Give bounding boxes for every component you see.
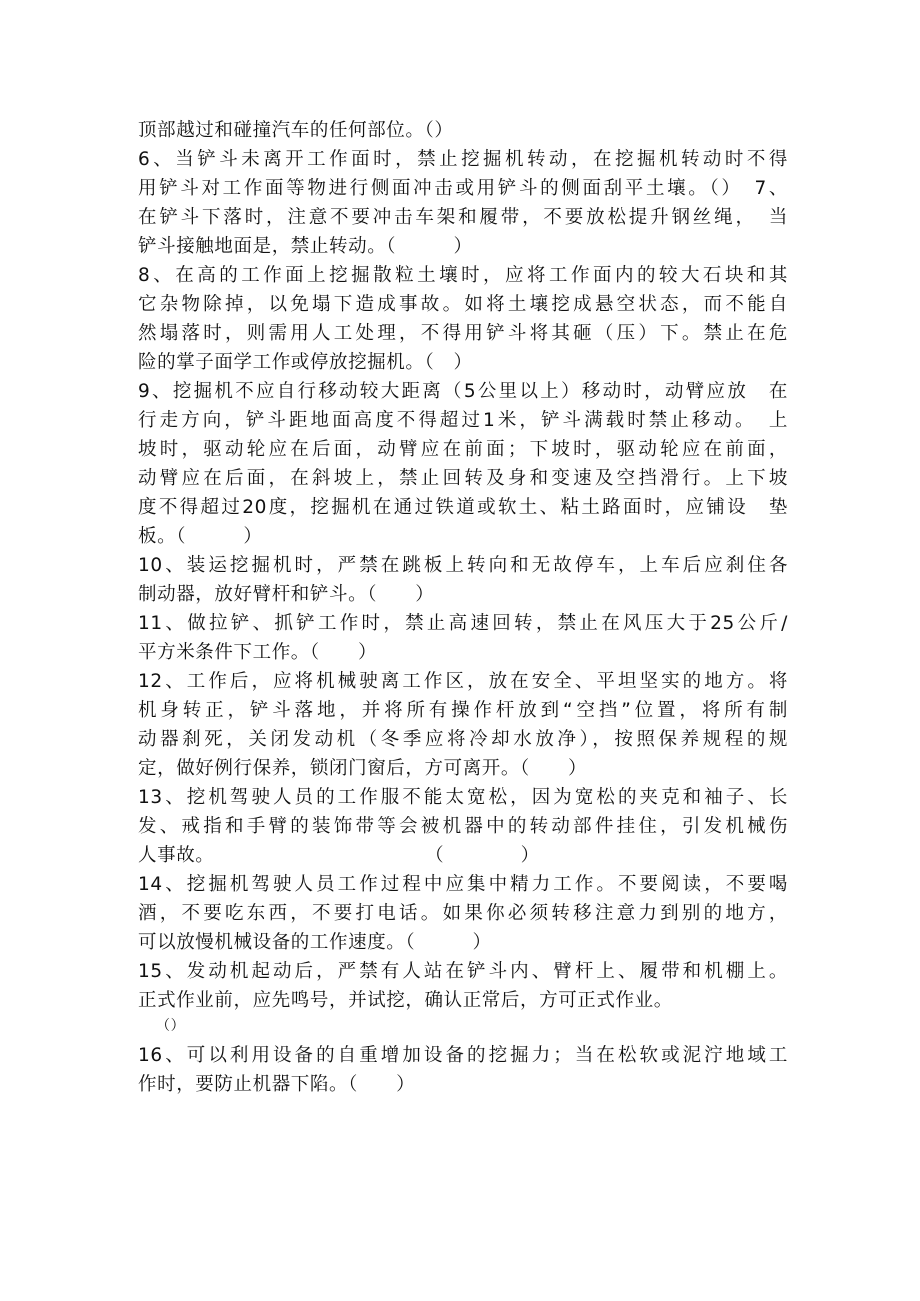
text-line: 13、挖机驾驶人员的工作服不能太宽松，因为宽松的夹克和袖子、长 bbox=[138, 787, 788, 808]
text-line: 9、挖掘机不应自行移动较大距离（5公里以上）移动时，动臂应放 在 bbox=[138, 381, 788, 402]
text-line: 平方米条件下工作。（ ） bbox=[138, 642, 378, 663]
text-line: 发、戒指和手臂的装饰带等会被机器中的转动部件挂住，引发机械伤 bbox=[138, 816, 788, 837]
text-line: 定，做好例行保养，锁闭门窗后，方可离开。（ ） bbox=[138, 758, 588, 779]
text-line: 它杂物除掉，以免塌下造成事故。如将土壤挖成悬空状态，而不能自 bbox=[138, 294, 788, 315]
text-line: 行走方向，铲斗距地面高度不得超过1米，铲斗满载时禁止移动。 上 bbox=[138, 410, 788, 431]
text-line: 在铲斗下落时，注意不要冲击车架和履带，不要放松提升钢丝绳， 当 bbox=[138, 207, 788, 228]
text-line: 11、做拉铲、抓铲工作时，禁止高速回转，禁止在风压大于25公斤/ bbox=[138, 613, 788, 634]
text-line: 10、装运挖掘机时，严禁在跳板上转向和无故停车，上车后应刹住各 bbox=[138, 555, 788, 576]
text-line: 12、工作后，应将机械驶离工作区，放在安全、平坦坚实的地方。将 bbox=[138, 671, 788, 692]
text-line: 度不得超过20度，挖掘机在通过铁道或软土、粘土路面时，应铺设 垫 bbox=[138, 497, 788, 518]
text-line: 坡时，驱动轮应在后面，动臂应在前面；下坡时，驱动轮应在前面， bbox=[138, 439, 788, 460]
text-line: 酒，不要吃东西，不要打电话。如果你必须转移注意力到别的地方， bbox=[138, 903, 788, 924]
text-line: 动器刹死，关闭发动机（冬季应将冷却水放净），按照保养规程的规 bbox=[138, 729, 788, 750]
text-line: 铲斗接触地面是，禁止转动。（ ） bbox=[138, 236, 473, 257]
text-line: 制动器，放好臂杆和铲斗。（ ） bbox=[138, 584, 435, 605]
document-page bbox=[138, 116, 788, 1099]
text-line: 机身转正，铲斗落地，并将所有操作杆放到“空挡”位置，将所有制 bbox=[138, 700, 788, 721]
text-line: 作时，要防止机器下陷。（ ） bbox=[138, 1074, 416, 1095]
text-line: 8、在高的工作面上挖掘散粒土壤时，应将工作面内的较大石块和其 bbox=[138, 265, 788, 286]
text-line: 动臂应在后面，在斜坡上，禁止回转及身和变速及空挡滑行。上下坡 bbox=[138, 468, 788, 489]
text-line: 15、发动机起动后，严禁有人站在铲斗内、臂杆上、履带和机棚上。 bbox=[138, 961, 788, 982]
text-line: 然塌落时，则需用人工处理，不得用铲斗将其砸（压）下。禁止在危 bbox=[138, 323, 788, 344]
text-line: 6、当铲斗未离开工作面时，禁止挖掘机转动，在挖掘机转动时不得 bbox=[138, 149, 788, 170]
text-line: 16、可以利用设备的自重增加设备的挖掘力；当在松软或泥泞地域工 bbox=[138, 1045, 788, 1066]
text-line: 可以放慢机械设备的工作速度。（ ） bbox=[138, 932, 492, 953]
text-line: （） bbox=[156, 1018, 186, 1034]
text-line: 用铲斗对工作面等物进行侧面冲击或用铲斗的侧面刮平土壤。（） 7、 bbox=[138, 178, 788, 199]
text-line: 险的掌子面学工作或停放挖掘机。（ ） bbox=[138, 352, 473, 373]
text-line: 顶部越过和碰撞汽车的任何部位。（） bbox=[138, 120, 454, 141]
text-line: 14、挖掘机驾驶人员工作过程中应集中精力工作。不要阅读，不要喝 bbox=[138, 874, 788, 895]
text-line: 正式作业前，应先鸣号，并试挖，确认正常后，方可正式作业。 bbox=[138, 990, 673, 1011]
text-line: 人事故。 （ ） bbox=[138, 845, 540, 866]
text-line: 板。（ ） bbox=[138, 526, 263, 547]
